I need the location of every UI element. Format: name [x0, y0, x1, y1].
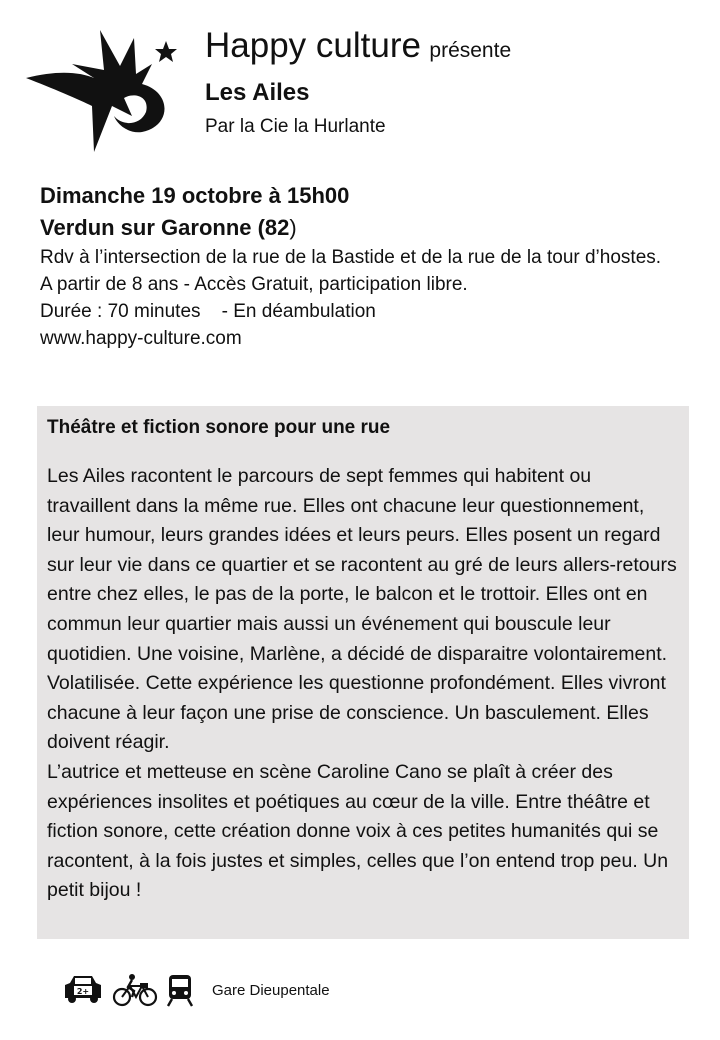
event-date: Dimanche 19 octobre à 15h00: [40, 183, 350, 208]
event-place: [40, 212, 680, 244]
brand-verb: présente: [429, 39, 512, 62]
logo-sun-shape: [26, 30, 165, 152]
description-paragraph-1: Les Ailes racontent le parcours de sept femmes qui habitent ou travaillent dans la même rue. Elles ont chacune leur questionnement, leur humour, leurs grandes idées et leurs peurs. Elles posent un regard sur leur vie dans ce quartier et se racontent au gré de leurs allers-retours entre chez elles, le pas de la porte, le balcon et le trottoir. Elles ont en commun leur quartier mais aussi un événement qui bouscule leur quotidien. Une voisine, Marlène, a décidé de disparaitre volontairement. Volatilisée. Cette expérience les questionne profondément. Elles vivront chacune à leur façon une prise de conscience. Un basculement. Elles doivent réagir.: [47, 465, 677, 754]
event-place-close: ): [289, 215, 297, 240]
transport-footer: [62, 972, 330, 1008]
event-place-text: Verdun sur Garonne (82: [40, 215, 290, 240]
carpool-icon: [62, 973, 104, 1007]
description-box: [37, 406, 689, 939]
description-title: Théâtre et fiction sonore pour une rue: [47, 417, 391, 438]
event-info: [40, 180, 680, 352]
carpool-badge: 2+: [76, 987, 90, 996]
website-link[interactable]: www.happy-culture.com: [40, 328, 242, 349]
show-title: Les Ailes: [205, 79, 310, 106]
age-access: A partir de 8 ans - Accès Gratuit, participation libre.: [40, 274, 468, 295]
logo-star: [155, 41, 177, 62]
duration: Durée : 70 minutes - En déambulation: [40, 301, 376, 322]
bicycle-icon: [112, 973, 158, 1007]
station-label: Gare Dieupentale: [212, 981, 330, 999]
happy-culture-logo: [22, 26, 182, 156]
company-name: Par la Cie la Hurlante: [205, 116, 386, 137]
description-paragraph-2: L’autrice et metteuse en scène Caroline Cano se plaît à créer des expériences insolites et poétiques au cœur de la ville. Entre théâtre et fiction sonore, cette création donne voix à ces petites humanités qui se racontent, à la fois justes et simples, celles que l’on entend trop peu. Un petit bijou !: [47, 760, 669, 902]
brand-line: [205, 24, 511, 68]
train-icon: [166, 973, 194, 1007]
meeting-point: Rdv à l’intersection de la rue de la Bastide et de la rue de la tour d’hostes.: [40, 247, 662, 268]
brand-name: Happy culture: [205, 26, 421, 65]
